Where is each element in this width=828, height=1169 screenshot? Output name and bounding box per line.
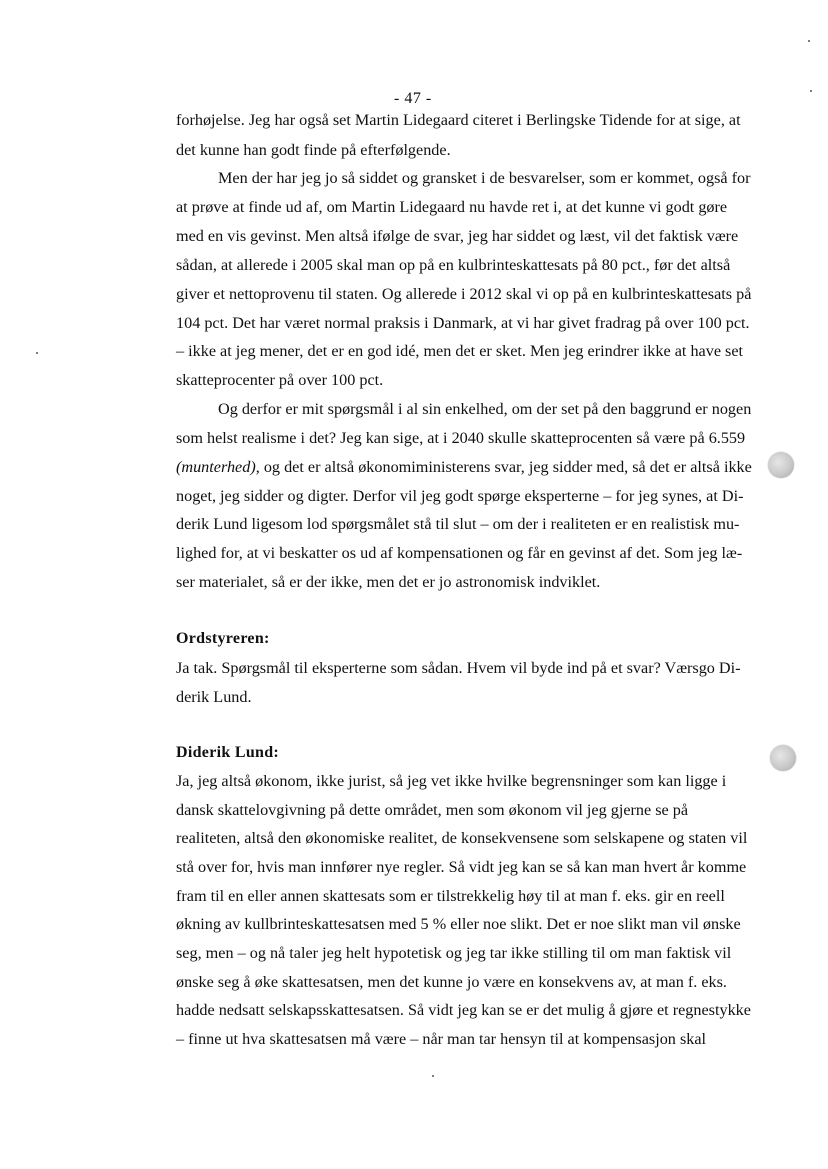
text-line: lighed for, at vi beskatter os ud af kompensationen og får en gevinst af det. Som jeg læ- (176, 544, 743, 562)
text-line: dansk skattelovgivning på dette området, men som økonom vil jeg gjerne se på (176, 801, 689, 819)
text-line: – ikke at jeg mener, det er en god idé, men det er sket. Men jeg erindrer ikke at have set (176, 342, 744, 360)
punch-hole-marker (770, 745, 796, 771)
text-line: realiteten, altså den økonomiske realitet, de konsekvensene som selskapene og staten vil (176, 829, 748, 847)
text-line: økning av kullbrinteskattesatsen med 5 % eller noe slikt. Det er noe slikt man vil ønske (176, 915, 741, 933)
text-line: at prøve at finde ud af, om Martin Lidegaard nu havde ret i, at det kunne vi godt gøre (176, 198, 728, 216)
text-line: forhøjelse. Jeg har også set Martin Lidegaard citeret i Berlingske Tidende for at sige, at (176, 111, 741, 129)
text-line: 104 pct. Det har været normal praksis i Danmark, at vi har givet fradrag på over 100 pct. (176, 314, 750, 332)
punch-hole-marker (768, 452, 794, 478)
text-fragment: , og det er altså økonomiministerens svar, jeg sidder med, så det er altså ikke (255, 458, 752, 476)
italic-remark: (munterhed) (176, 458, 256, 476)
text-line: med en vis gevinst. Men altså ifølge de svar, jeg har siddet og læst, vil det faktisk være (176, 227, 739, 245)
text-line: giver et nettoprovenu til staten. Og allerede i 2012 skal vi op på en kulbrinteskattesats på (176, 285, 752, 303)
text-line: noget, jeg sidder og digter. Derfor vil jeg godt spørge eksperterne – for jeg synes, at Di- (176, 487, 744, 505)
text-line: ser materialet, så er der ikke, men det er jo astronomisk indviklet. (176, 573, 601, 591)
text-line: som helst realisme i det? Jeg kan sige, at i 2040 skulle skatteprocenten så være på 6.559 (176, 429, 746, 447)
text-line: skatteprocenter på over 100 pct. (176, 371, 384, 389)
speaker-heading: Ordstyreren: (176, 630, 270, 647)
scan-speck (432, 1075, 434, 1077)
speaker-heading: Diderik Lund: (176, 744, 280, 761)
page-number: - 47 - (394, 90, 432, 107)
text-line: fram til en eller annen skattesats som er tilstrekkelig høy til at man f. eks. gir en reell (176, 887, 725, 905)
text-line: derik Lund. (176, 688, 252, 706)
text-line: sådan, at allerede i 2005 skal man op på en kulbrinteskattesats på 80 pct., før det altså (176, 256, 731, 274)
text-line: Ja tak. Spørgsmål til eksperterne som sådan. Hvem vil byde ind på et svar? Værsgo Di- (176, 659, 741, 677)
text-line: derik Lund ligesom lod spørgsmålet stå til slut – om der i realiteten er en realistisk mu- (176, 515, 740, 533)
text-line: Og derfor er mit spørgsmål i al sin enkelhed, om der set på den baggrund er nogen (218, 400, 752, 418)
text-line (176, 457, 752, 477)
text-line: ønske seg å øke skattesatsen, men det kunne jo være en konsekvens av, at man f. eks. (176, 973, 727, 991)
text-line: hadde nedsatt selskapsskattesatsen. Så vidt jeg kan se er det mulig å gjøre et regnestykke (176, 1001, 751, 1019)
text-line: stå over for, hvis man innfører nye regler. Så vidt jeg kan se så kan man hvert år komme (176, 858, 747, 876)
text-line: seg, men – og nå taler jeg helt hypotetisk og jeg tar ikke stilling til om man faktisk vil (176, 944, 732, 962)
scan-speck (810, 90, 812, 92)
text-line: Men der har jeg jo så siddet og gransket i de besvarelser, som er kommet, også for (218, 169, 751, 187)
text-line: Ja, jeg altså økonom, ikke jurist, så jeg vet ikke hvilke begrensninger som kan ligge i (176, 772, 727, 790)
scan-speck (36, 352, 38, 354)
text-line: – finne ut hva skattesatsen må være – når man tar hensyn til at kompensasjon skal (176, 1030, 707, 1048)
text-line: det kunne han godt finde på efterfølgende. (176, 141, 451, 159)
scan-speck (808, 40, 810, 42)
